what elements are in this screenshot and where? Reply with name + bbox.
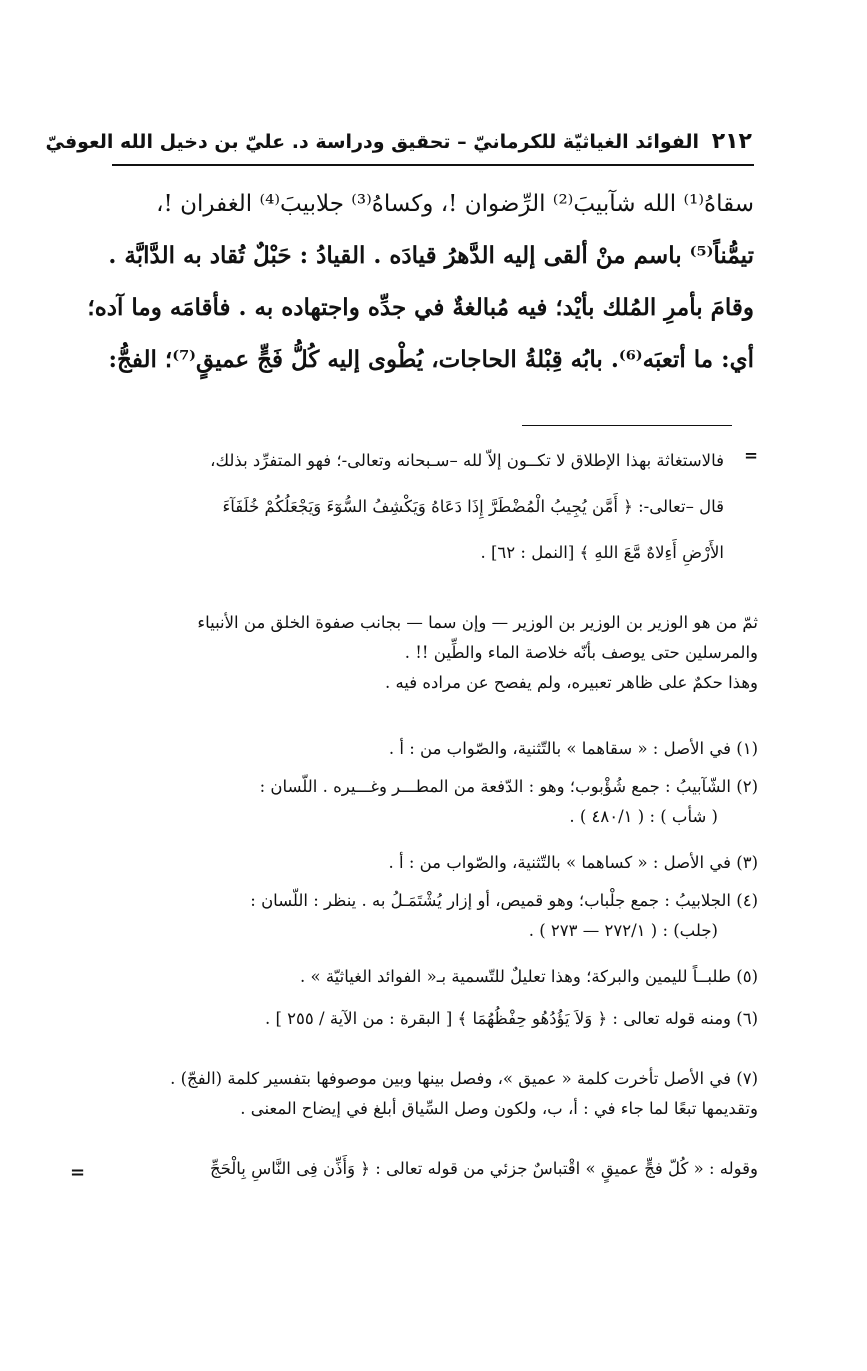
note-line: فالاستغاثة بهذا الإطلاق لا تكــون إلاّ لله –سـبحانه وتعالى-؛ فهو المتفرِّد بذلك،: [210, 451, 724, 470]
main-line: سقاهُ⁽¹⁾ الله شآبيبَ⁽²⁾ الرِّضوان !، وكساهُ⁽³⁾ جلابيبَ⁽⁴⁾ الغفران !،: [156, 191, 754, 217]
footnote-line: (٢) الشّآبيبُ : جمع شُؤْبوب؛ وهو : الدّفعة من المطـــر وغـــيره . اللّسان :: [259, 777, 758, 796]
header-rule: [112, 164, 754, 166]
footnote-4: [70, 886, 758, 946]
note-line: قال –تعالى-: ﴿ أَمَّن يُجِيبُ الْمُضْطَرَّ إِذَا دَعَاهُ وَيَكْشِفُ السُّوٓءَ وَيَجْعَلُكُمْ خُلَفَآءَ: [222, 497, 724, 516]
footnote-7-continued: [70, 1154, 758, 1184]
footnote-line: (جلب) : ( ٢٧٢/١ — ٢٧٣ ) .: [528, 921, 718, 940]
footnote-2: [70, 772, 758, 832]
footnote-line: وتقديمها تبعًا لما جاء في : أ، ب، ولكون وصل السِّياق أبلغ في إيضاح المعنى .: [240, 1099, 758, 1118]
main-line: أي: ما أتعبَه⁽⁶⁾. بابُه قِبْلةُ الحاجات، يُطْوى إليه كُلُّ فَجٍّ عميقٍ⁽⁷⁾؛ الفجُّ:: [108, 346, 754, 373]
note-line: الأَرْضِ أَءِلاهٌ مَّعَ اللهِ ﴾ [النمل : ٦٢] .: [480, 543, 724, 562]
commentary-block: [70, 608, 758, 698]
footnote-line: (١) في الأصل : « سقاهما » بالتّثنية، والصّواب من : أ .: [388, 739, 758, 758]
footnote-3: [70, 848, 758, 878]
note-line: والمرسلين حتى يوصف بأنّه خلاصة الماء والطِّين !! .: [404, 643, 758, 662]
footnote-line: ( شأب ) : ( ٤٨٠/١ ) .: [569, 807, 718, 826]
footnote-line: (٤) الجلابيبُ : جمع جلْباب؛ وهو قميص، أو إزار يُشْتَمَـلُ به . ينظر : اللّسان :: [250, 891, 758, 910]
footnote-line: (٦) ومنه قوله تعالى : ﴿ وَلاَ يَؤُدُهُو حِفْظُهُمَا ﴾ [ البقرة : من الآية / ٢٥٥ ] .: [265, 1009, 758, 1028]
page-number: ٢١٢: [711, 129, 752, 154]
note-line: ثمّ من هو الوزير بن الوزير بن الوزير — وإن سما — بجانب صفوة الخلق من الأنبياء: [197, 613, 758, 632]
continuation-marker: =: [744, 446, 758, 465]
running-header: [45, 128, 752, 156]
main-line: تيمُّناً⁽⁵⁾ باسم منْ ألقى إليه الدَّهرُ قيادَه . القيادُ : حَبْلٌ تُقاد به الدَّابَّة .: [108, 242, 754, 269]
footnote-separator: [522, 425, 732, 426]
main-text: [87, 178, 754, 386]
footnote-5: [70, 962, 758, 992]
footnote-7: [70, 1064, 758, 1124]
running-title: الفوائد الغياثيّة للكرمانيّ – تحقيق ودراسة د. عليّ بن دخيل الله العوفيّ: [45, 131, 700, 153]
note-line: وهذا حكمٌ على ظاهر تعبيره، ولم يفصح عن مراده فيه .: [384, 673, 758, 692]
footnote-6: [70, 1004, 758, 1034]
footnote-line: (٧) في الأصل تأخرت كلمة « عميق »، وفصل بينها وبين موصوفها بتفسير كلمة (الفجّ) .: [170, 1069, 758, 1088]
footnote-line: (٥) طلبــاً لليمين والبركة؛ وهذا تعليلٌ للتّسمية بـ« الفوائد الغياثيّة » .: [299, 967, 758, 986]
continued-note: [70, 438, 724, 576]
footnote-1: [70, 734, 758, 764]
main-line: وقامَ بأمرِ المُلك بأيْد؛ فيه مُبالغةٌ في جدِّه واجتهاده به . فأقامَه وما آده؛: [87, 294, 754, 321]
footnote-line: وقوله : « كُلّ فجٍّ عميقٍ » اقْتباسٌ جزئي من قوله تعالى : ﴿ وَأَذِّن فِى النَّاسِ بِالْحَجِّ: [209, 1159, 758, 1178]
footnote-line: (٣) في الأصل : « كساهما » بالتّثنية، والصّواب من : أ .: [388, 853, 758, 872]
